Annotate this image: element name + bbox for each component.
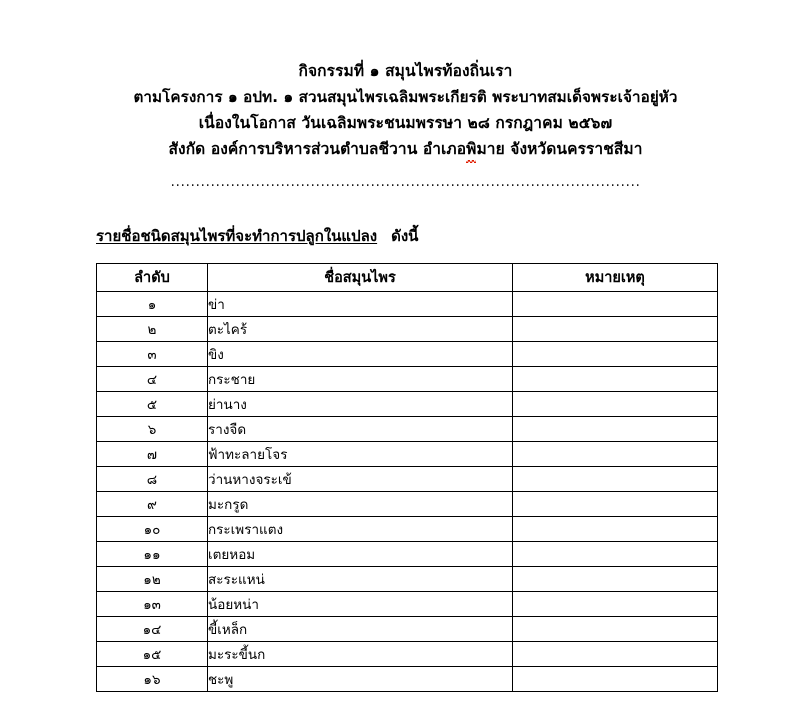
cell-number: ๑๖ bbox=[97, 667, 208, 692]
spellcheck-misspelled-word: พิ bbox=[466, 136, 476, 162]
table-row bbox=[97, 417, 718, 442]
cell-remarks bbox=[513, 392, 718, 417]
cell-herb-name: มะกรูด bbox=[208, 492, 513, 517]
cell-remarks bbox=[513, 367, 718, 392]
table-row bbox=[97, 492, 718, 517]
affiliation-text-after: มาย จังหวัดนครราชสีมา bbox=[476, 140, 643, 158]
cell-number: ๑๓ bbox=[97, 592, 208, 617]
cell-number: ๑๔ bbox=[97, 617, 208, 642]
cell-number: ๙ bbox=[97, 492, 208, 517]
cell-remarks bbox=[513, 567, 718, 592]
table-row bbox=[97, 317, 718, 342]
cell-herb-name: ตะไคร้ bbox=[208, 317, 513, 342]
cell-remarks bbox=[513, 467, 718, 492]
cell-number: ๔ bbox=[97, 367, 208, 392]
cell-number: ๓ bbox=[97, 342, 208, 367]
heading-line-3: เนื่องในโอกาส วันเฉลิมพระชนมพรรษา ๒๘ กรกฎาคม ๒๕๖๗ bbox=[198, 114, 613, 132]
affiliation-text-before: สังกัด องค์การบริหารส่วนตำบลชีวาน อำเภอ bbox=[168, 140, 467, 158]
cell-herb-name: สะระแหน่ bbox=[208, 567, 513, 592]
heading-line-affiliation bbox=[0, 136, 811, 162]
table-row bbox=[97, 642, 718, 667]
cell-herb-name: ฟ้าทะลายโจร bbox=[208, 442, 513, 467]
cell-herb-name: ชะพู bbox=[208, 667, 513, 692]
cell-herb-name: ขี้เหล็ก bbox=[208, 617, 513, 642]
cell-herb-name: น้อยหน่า bbox=[208, 592, 513, 617]
section-label bbox=[0, 225, 811, 247]
cell-herb-name: ว่านหางจระเข้ bbox=[208, 467, 513, 492]
cell-herb-name: กระชาย bbox=[208, 367, 513, 392]
section-label-suffix: ดังนี้ bbox=[391, 227, 419, 245]
cell-number: ๑๒ bbox=[97, 567, 208, 592]
cell-number: ๘ bbox=[97, 467, 208, 492]
table-row bbox=[97, 292, 718, 317]
table-row bbox=[97, 367, 718, 392]
cell-remarks bbox=[513, 342, 718, 367]
column-header-remarks: หมายเหตุ bbox=[513, 264, 718, 292]
cell-remarks bbox=[513, 667, 718, 692]
cell-remarks bbox=[513, 542, 718, 567]
dotted-divider: .............................................................................................. bbox=[170, 175, 641, 189]
cell-herb-name: มะระขี้นก bbox=[208, 642, 513, 667]
cell-number: ๑ bbox=[97, 292, 208, 317]
column-header-herb-name: ชื่อสมุนไพร bbox=[208, 264, 513, 292]
heading-line-1: กิจกรรมที่ ๑ สมุนไพรท้องถิ่นเรา bbox=[298, 62, 513, 80]
cell-remarks bbox=[513, 517, 718, 542]
cell-herb-name: ย่านาง bbox=[208, 392, 513, 417]
cell-remarks bbox=[513, 317, 718, 342]
cell-remarks bbox=[513, 617, 718, 642]
table-header bbox=[97, 264, 718, 292]
cell-number: ๑๑ bbox=[97, 542, 208, 567]
cell-number: ๕ bbox=[97, 392, 208, 417]
cell-number: ๑๕ bbox=[97, 642, 208, 667]
table-row bbox=[97, 442, 718, 467]
document-heading-block bbox=[0, 0, 811, 162]
heading-line-2: ตามโครงการ ๑ อปท. ๑ สวนสมุนไพรเฉลิมพระเกียรติ พระบาทสมเด็จพระเจ้าอยู่หัว bbox=[133, 88, 678, 106]
table-row bbox=[97, 392, 718, 417]
cell-number: ๒ bbox=[97, 317, 208, 342]
table-row bbox=[97, 592, 718, 617]
cell-herb-name: รางจืด bbox=[208, 417, 513, 442]
cell-number: ๖ bbox=[97, 417, 208, 442]
cell-herb-name: ข่า bbox=[208, 292, 513, 317]
cell-remarks bbox=[513, 642, 718, 667]
cell-remarks bbox=[513, 292, 718, 317]
column-header-number: ลำดับ bbox=[97, 264, 208, 292]
cell-number: ๑๐ bbox=[97, 517, 208, 542]
section-label-underlined-text: รายชื่อชนิดสมุนไพรที่จะทำการปลูกในแปลง bbox=[96, 227, 378, 245]
table-row bbox=[97, 542, 718, 567]
cell-number: ๗ bbox=[97, 442, 208, 467]
table-row bbox=[97, 617, 718, 642]
cell-remarks bbox=[513, 592, 718, 617]
table-row bbox=[97, 342, 718, 367]
cell-remarks bbox=[513, 417, 718, 442]
cell-remarks bbox=[513, 442, 718, 467]
table-row bbox=[97, 567, 718, 592]
cell-herb-name: กระเพราแตง bbox=[208, 517, 513, 542]
cell-herb-name: ขิง bbox=[208, 342, 513, 367]
cell-herb-name: เตยหอม bbox=[208, 542, 513, 567]
table-row bbox=[97, 667, 718, 692]
table-row bbox=[97, 517, 718, 542]
cell-remarks bbox=[513, 492, 718, 517]
herb-list-table bbox=[96, 263, 718, 692]
herb-table-container bbox=[0, 263, 811, 692]
table-header-row bbox=[97, 264, 718, 292]
table-row bbox=[97, 467, 718, 492]
table-body bbox=[97, 292, 718, 692]
